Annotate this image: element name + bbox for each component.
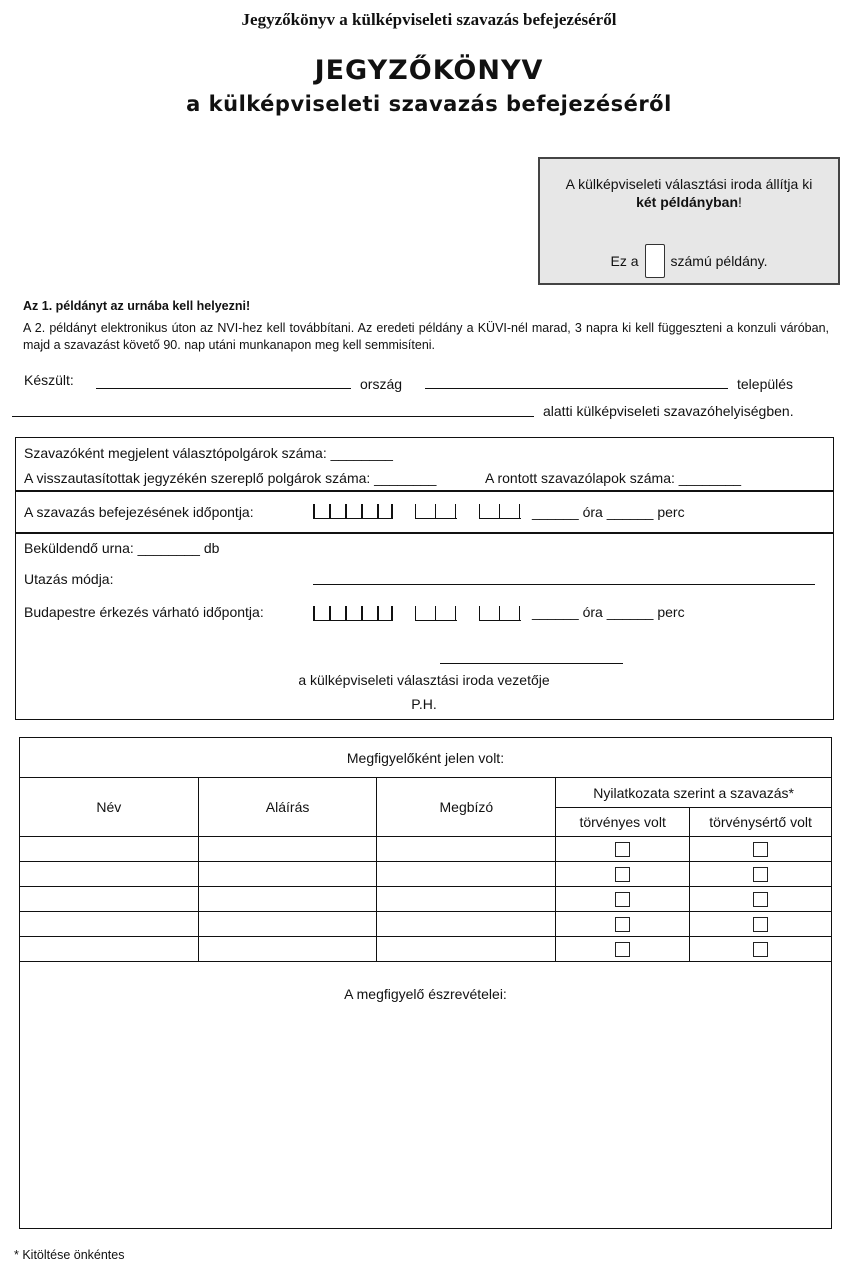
label-alatti: alatti külképviseleti szavazóhelyiségben. [543, 403, 794, 419]
observer-row [20, 912, 832, 937]
observers-heading: Megfigyelőként jelen volt: [20, 738, 832, 778]
column-signature: Aláírás [198, 778, 377, 837]
voters-count-field[interactable]: Szavazóként megjelent választópolgárok száma: ________ [24, 445, 393, 461]
copy-box-label-after: számú példány. [670, 253, 768, 269]
unlawful-checkbox[interactable] [753, 892, 768, 907]
arrival-date-boxes[interactable] [313, 606, 521, 624]
observer-name-cell[interactable] [20, 887, 199, 912]
rejected-count-field[interactable]: A visszautasítottak jegyzékén szereplő polgárok száma: ________ [24, 470, 437, 486]
observer-row [20, 937, 832, 962]
observer-signature-cell[interactable] [198, 862, 377, 887]
lawful-checkbox[interactable] [615, 842, 630, 857]
observer-delegator-cell[interactable] [377, 862, 556, 887]
column-delegator: Megbízó [377, 778, 556, 837]
copy-box-label-before: Ez a [610, 253, 639, 269]
footnote: * Kitöltése önkéntes [14, 1248, 125, 1262]
column-lawful: törvényes volt [556, 808, 690, 837]
instruction-bold: Az 1. példányt az urnába kell helyezni! [23, 299, 251, 313]
copy-box-line1: A külképviseleti választási iroda állítja ki [565, 176, 813, 192]
arrival-hour-minute[interactable]: ______ óra ______ perc [532, 604, 685, 620]
copy-box-line3 [540, 244, 838, 278]
unlawful-checkbox[interactable] [753, 917, 768, 932]
observer-signature-cell[interactable] [198, 837, 377, 862]
travel-mode-label: Utazás módja: [24, 571, 114, 587]
observer-name-cell[interactable] [20, 937, 199, 962]
travel-mode-field[interactable] [313, 584, 815, 585]
stamp-label: P.H. [411, 696, 437, 712]
lawful-checkbox[interactable] [615, 892, 630, 907]
observer-delegator-cell[interactable] [377, 887, 556, 912]
copy-box-bold: két példányban [636, 194, 739, 210]
unlawful-checkbox[interactable] [753, 867, 768, 882]
observer-name-cell[interactable] [20, 912, 199, 937]
observers-table [19, 737, 832, 1229]
lawful-checkbox[interactable] [615, 942, 630, 957]
observer-delegator-cell[interactable] [377, 837, 556, 862]
label-telepules: település [737, 376, 794, 392]
copy-number-box [538, 157, 840, 285]
unlawful-checkbox[interactable] [753, 942, 768, 957]
observer-signature-cell[interactable] [198, 887, 377, 912]
section-transport [15, 532, 834, 720]
section-end-time [15, 490, 834, 534]
observer-name-cell[interactable] [20, 837, 199, 862]
unlawful-checkbox[interactable] [753, 842, 768, 857]
column-unlawful: törvénysértő volt [690, 808, 832, 837]
copy-box-line2 [540, 194, 838, 210]
observer-name-cell[interactable] [20, 862, 199, 887]
settlement-field[interactable] [425, 388, 728, 389]
urn-count-field[interactable]: Beküldendő urna: ________ db [24, 540, 220, 556]
page-header: Jegyzőkönyv a külképviseleti szavazás befejezéséről [241, 10, 617, 29]
end-time-hour-minute[interactable]: ______ óra ______ perc [532, 504, 685, 520]
label-keszult: Készült: [24, 372, 74, 388]
copy-number-field[interactable] [645, 244, 665, 278]
observer-signature-cell[interactable] [198, 912, 377, 937]
observer-delegator-cell[interactable] [377, 937, 556, 962]
copy-box-exclaim: ! [738, 194, 742, 210]
observer-delegator-cell[interactable] [377, 912, 556, 937]
lawful-checkbox[interactable] [615, 867, 630, 882]
document-subtitle: a külképviseleti szavazás befejezéséről [186, 92, 672, 116]
venue-field[interactable] [12, 416, 534, 417]
observer-row [20, 862, 832, 887]
document-title: JEGYZŐKÖNYV [314, 55, 544, 86]
remarks-label: A megfigyelő észrevételei: [344, 986, 507, 1002]
spoiled-count-field[interactable]: A rontott szavazólapok száma: ________ [485, 470, 742, 486]
label-orszag: ország [360, 376, 403, 392]
observer-signature-cell[interactable] [198, 937, 377, 962]
end-time-label: A szavazás befejezésének időpontja: [24, 504, 254, 520]
observer-row [20, 887, 832, 912]
column-name: Név [20, 778, 199, 837]
lawful-checkbox[interactable] [615, 917, 630, 932]
remarks-area[interactable] [20, 962, 832, 1229]
arrival-time-label: Budapestre érkezés várható időpontja: [24, 604, 264, 620]
signature-line[interactable] [440, 663, 623, 664]
end-time-date-boxes[interactable] [313, 504, 521, 522]
signer-title: a külképviseleti választási iroda vezetője [298, 672, 550, 688]
country-field[interactable] [96, 388, 351, 389]
column-declaration: Nyilatkozata szerint a szavazás* [556, 778, 832, 808]
section-voter-counts [15, 437, 834, 492]
instruction-text: A 2. példányt elektronikus úton az NVI-hez kell továbbítani. Az eredeti példány a KÜVI-nél marad, 3 napra ki kell függeszteni a konzuli váróban, majd a szavazást követő 90. nap utáni munkanapon meg kell semmisíteni. [23, 321, 829, 352]
observer-row [20, 837, 832, 862]
